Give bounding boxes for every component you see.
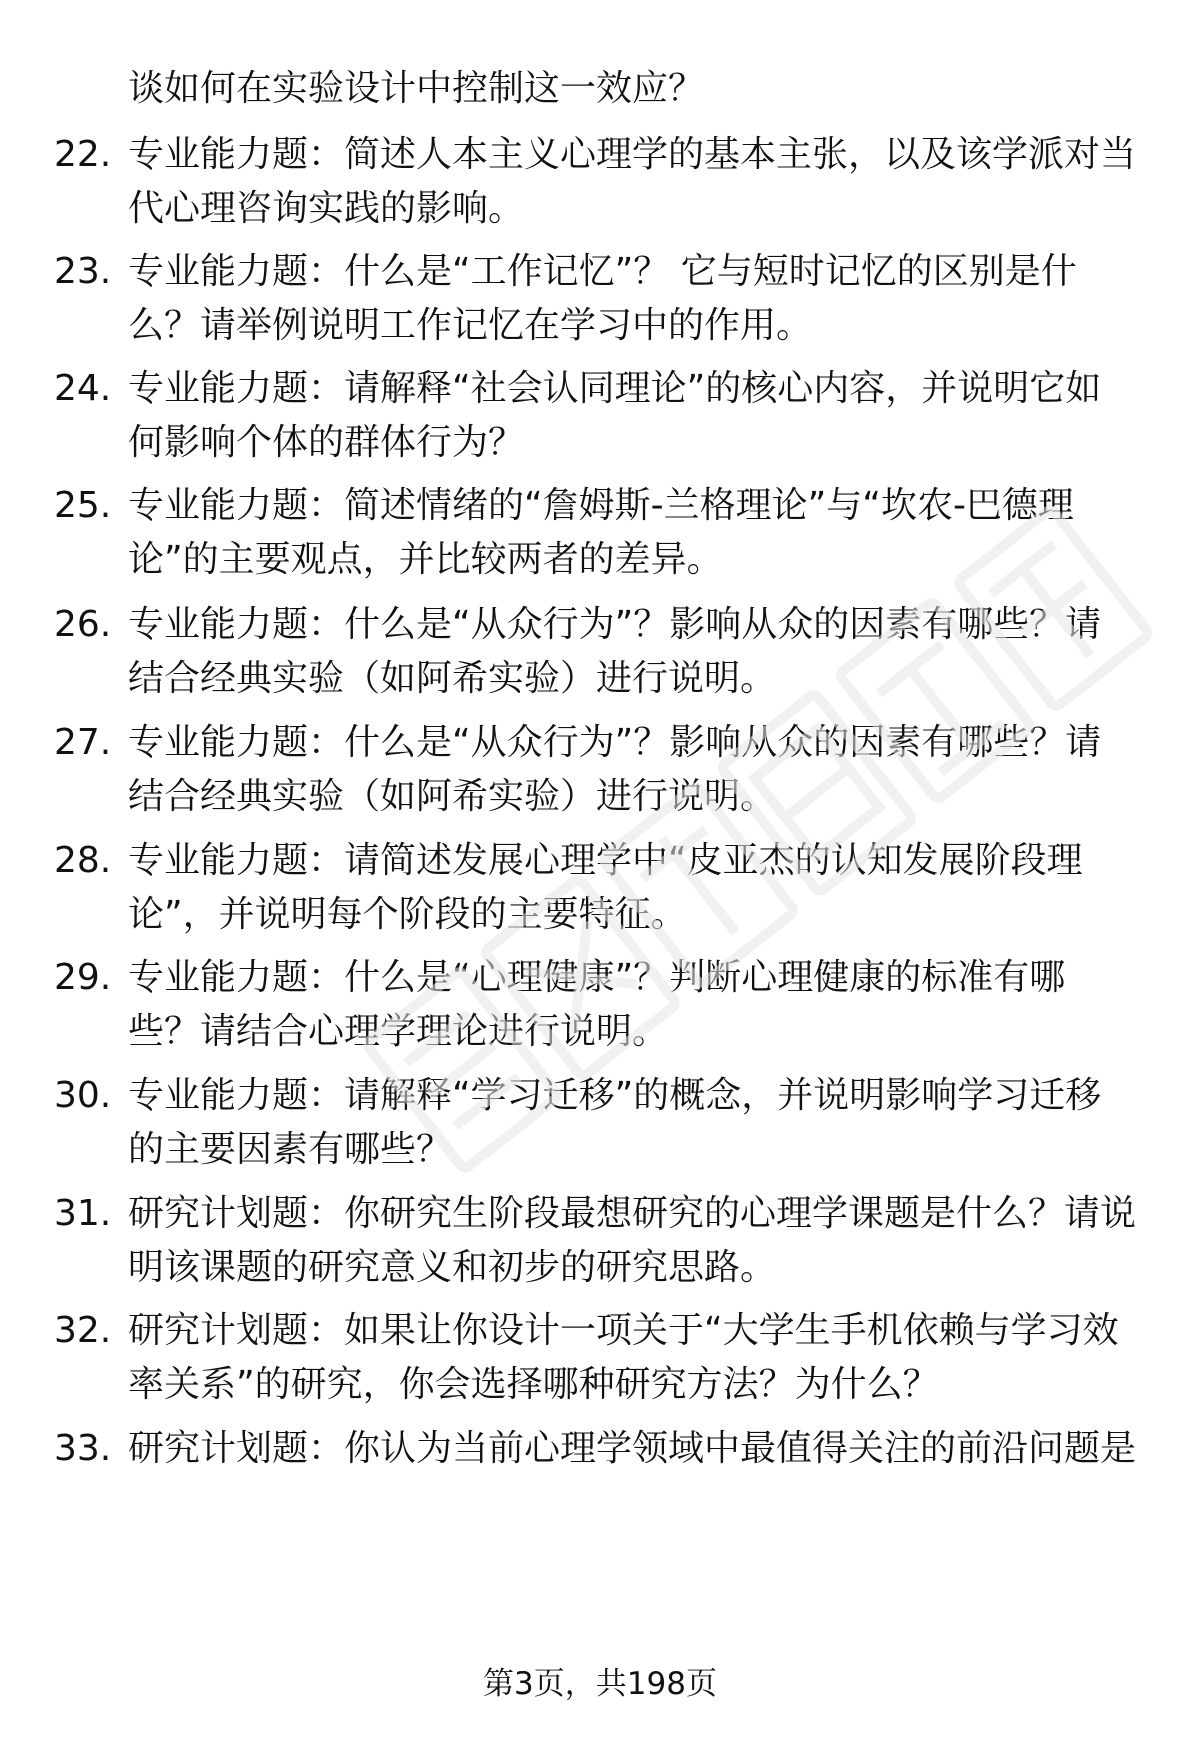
question-number: 25.: [54, 485, 112, 526]
question-number: 22.: [54, 134, 112, 175]
question-text-line: 论”的主要观点，并比较两者的差异。: [128, 539, 723, 580]
page-footer: 第3页，共198页: [483, 1666, 717, 1702]
question-number: 30.: [54, 1075, 112, 1116]
continuation-text: 谈如何在实验设计中控制这一效应？: [128, 68, 705, 109]
question-text-line: 结合经典实验（如阿希实验）进行说明。: [128, 776, 777, 817]
question-text-line: 代心理咨询实践的影响。: [128, 188, 525, 229]
question-text-line: 研究计划题：你认为当前心理学领域中最值得关注的前沿问题是: [128, 1428, 1137, 1469]
question-text-line: 专业能力题：简述情绪的“詹姆斯-兰格理论”与“坎农-巴德理: [128, 485, 1074, 526]
question-text-line: 专业能力题：请简述发展心理学中“皮亚杰的认知发展阶段理: [128, 840, 1083, 881]
question-text-line: 明该课题的研究意义和初步的研究思路。: [128, 1247, 777, 1288]
question-text-line: 专业能力题：什么是“心理健康”？判断心理健康的标准有哪: [128, 957, 1066, 998]
question-number: 29.: [54, 957, 112, 998]
question-text-line: 么？请举例说明工作记忆在学习中的作用。: [128, 305, 813, 346]
question-text-line: 研究计划题：如果让你设计一项关于“大学生手机依赖与学习效: [128, 1310, 1119, 1351]
question-text-line: 率关系”的研究，你会选择哪种研究方法？为什么？: [128, 1364, 939, 1405]
question-number: 32.: [54, 1310, 112, 1351]
question-text-line: 专业能力题：请解释“社会认同理论”的核心内容，并说明它如: [128, 368, 1102, 409]
question-text-line: 的主要因素有哪些？: [128, 1129, 453, 1170]
question-text-line: 些？请结合心理学理论进行说明。: [128, 1011, 669, 1052]
question-text-line: 专业能力题：什么是“从众行为”？影响从众的因素有哪些？请: [128, 722, 1102, 763]
question-number: 26.: [54, 604, 112, 645]
question-number: 31.: [54, 1193, 112, 1234]
question-text-line: 专业能力题：什么是“工作记忆”？ 它与短时记忆的区别是什: [128, 251, 1077, 292]
question-text-line: 结合经典实验（如阿希实验）进行说明。: [128, 658, 777, 699]
question-text-line: 专业能力题：什么是“从众行为”？影响从众的因素有哪些？请: [128, 604, 1102, 645]
question-text-line: 论”，并说明每个阶段的主要特征。: [128, 894, 687, 935]
question-number: 23.: [54, 251, 112, 292]
question-number: 28.: [54, 840, 112, 881]
question-text-line: 专业能力题：请解释“学习迁移”的概念，并说明影响学习迁移: [128, 1075, 1102, 1116]
question-text-line: 研究计划题：你研究生阶段最想研究的心理学课题是什么？请说: [128, 1193, 1137, 1234]
question-text-line: 专业能力题：简述人本主义心理学的基本主张，以及该学派对当: [128, 134, 1137, 175]
question-text-line: 何影响个体的群体行为？: [128, 422, 525, 463]
question-number: 27.: [54, 722, 112, 763]
question-number: 33.: [54, 1428, 112, 1469]
question-number: 24.: [54, 368, 112, 409]
